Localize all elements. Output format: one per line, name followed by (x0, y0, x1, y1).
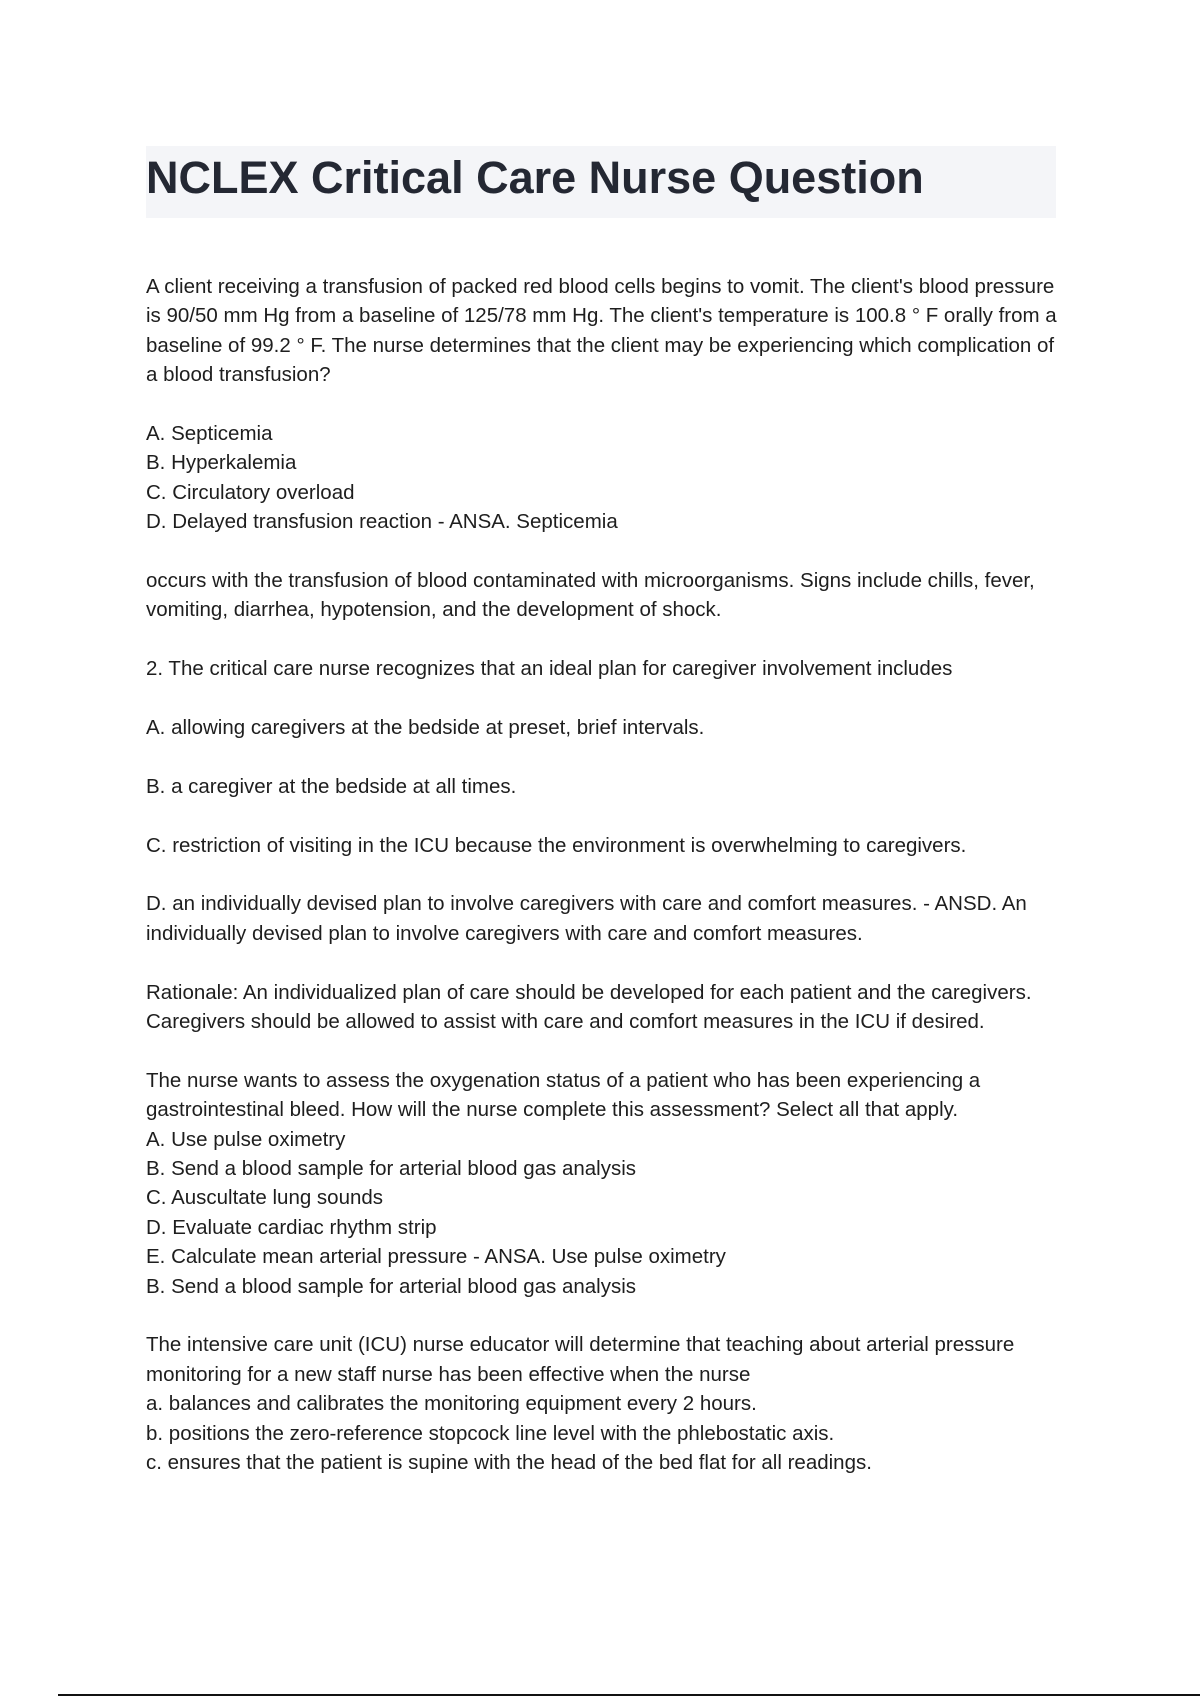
answer-option: E. Calculate mean arterial pressure - ANSA. Use pulse oximetry (146, 1245, 726, 1269)
question-3-block (146, 1066, 1066, 1301)
answer-option: B. Send a blood sample for arterial blood gas analysis (146, 1157, 637, 1181)
answer-option: a. balances and calibrates the monitoring equipment every 2 hours. (146, 1392, 757, 1416)
answer-option: D. Evaluate cardiac rhythm strip (146, 1215, 437, 1239)
answer-option: b. positions the zero-reference stopcock line level with the phlebostatic axis. (146, 1421, 835, 1445)
question-1-options (146, 419, 1066, 537)
footer-divider (58, 1694, 1200, 1696)
answer-option: B. Hyperkalemia (146, 451, 297, 475)
answer-option: B. a caregiver at the bedside at all times. (146, 774, 517, 798)
answer-option: C. restriction of visiting in the ICU because the environment is overwhelming to caregivers. (146, 833, 967, 857)
question-1-stem: A client receiving a transfusion of packed red blood cells begins to vomit. The client's blood pressure is 90/50 mm Hg from a baseline of 125/78 mm Hg. The client's temperature is 100.8 ° F orally from a baseline of 99.2 ° F. The nurse determines that the client may be experiencing which complication of a blood transfusion? (146, 275, 1057, 387)
question-3-stem: The nurse wants to assess the oxygenation status of a patient who has been experiencing a gastrointestinal bleed. How will the nurse complete this assessment? Select all that apply. (146, 1068, 981, 1122)
answer-option: A. Septicemia (146, 422, 273, 446)
question-2-rationale: Rationale: An individualized plan of care should be developed for each patient and the caregivers. Caregivers should be allowed to assist with care and comfort measures in the ICU if desired. (146, 980, 1032, 1034)
document-body (146, 272, 1066, 1478)
answer-option: B. Send a blood sample for arterial blood gas analysis (146, 1274, 637, 1298)
question-2-stem: 2. The critical care nurse recognizes that an ideal plan for caregiver involvement includes (146, 657, 953, 681)
answer-option: C. Auscultate lung sounds (146, 1186, 384, 1210)
answer-option: D. an individually devised plan to involve caregivers with care and comfort measures. - ANSD. An individually devised plan to involve caregivers with care and comfort measures. (146, 892, 1027, 945)
answer-option: C. Circulatory overload (146, 480, 355, 504)
answer-option: A. Use pulse oximetry (146, 1127, 346, 1151)
answer-option: c. ensures that the patient is supine with the head of the bed flat for all readings. (146, 1451, 872, 1475)
question-4-block (146, 1330, 1066, 1477)
answer-option: D. Delayed transfusion reaction - ANSA. Septicemia (146, 510, 618, 534)
page-title: NCLEX Critical Care Nurse Question (146, 152, 924, 203)
question-1-rationale: occurs with the transfusion of blood contaminated with microorganisms. Signs include chills, fever, vomiting, diarrhea, hypotension, and the development of shock. (146, 569, 1035, 622)
answer-option: A. allowing caregivers at the bedside at preset, brief intervals. (146, 716, 705, 740)
question-4-stem: The intensive care unit (ICU) nurse educator will determine that teaching about arterial pressure monitoring for a new staff nurse has been effective when the nurse (146, 1333, 1015, 1386)
